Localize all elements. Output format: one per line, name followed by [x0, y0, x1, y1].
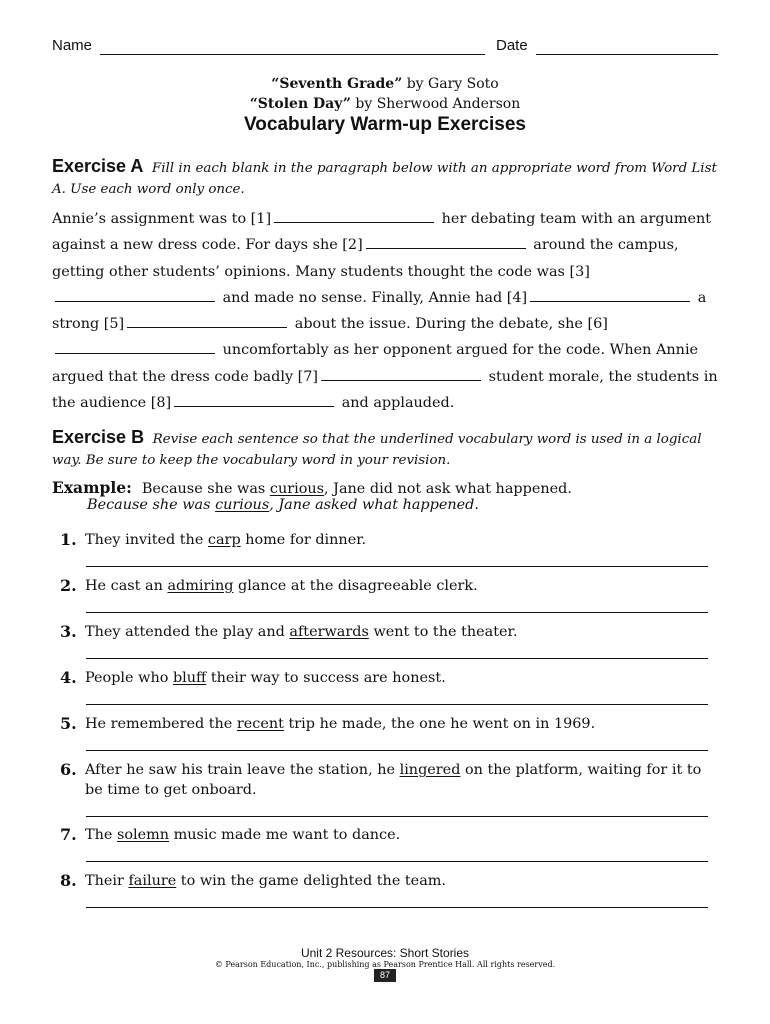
example-answer-text: , Jane asked what happened. [269, 497, 479, 513]
item-text: trip he made, the one he went on in 1969. [283, 716, 596, 732]
item-text: He remembered the [85, 716, 237, 732]
answer-line[interactable] [86, 861, 708, 862]
paragraph-segment: and made no sense. Finally, Annie had [4] [222, 289, 528, 306]
item-number: 1. [60, 530, 77, 549]
blank-1[interactable] [274, 222, 434, 223]
page-title: Vocabulary Warm-up Exercises [244, 114, 526, 135]
exercise-item [60, 576, 720, 597]
paragraph-segment: student morale, the students in the audience [8] [52, 368, 718, 412]
date-label: Date [496, 37, 528, 54]
credit-line-2 [0, 96, 770, 112]
item-vocab-word: failure [128, 873, 177, 889]
credit-line-1 [0, 76, 770, 92]
answer-line[interactable] [86, 704, 708, 705]
item-vocab-word: solemn [116, 827, 170, 843]
answer-line[interactable] [86, 750, 708, 751]
paragraph-segment: Annie’s assignment was to [1] [52, 211, 272, 227]
story-title-1: “Seventh Grade” [271, 76, 403, 92]
exercise-b-heading [52, 427, 722, 471]
paragraph-segment: and applauded. [341, 395, 455, 412]
item-text: After he saw his train leave the station, he [85, 762, 400, 778]
item-text: home for dinner. [240, 532, 367, 548]
answer-line[interactable] [86, 612, 708, 613]
item-text: their way to success are honest. [206, 670, 446, 686]
item-sentence [85, 871, 720, 891]
item-number: 7. [60, 825, 77, 844]
exercise-item [60, 714, 720, 735]
example-answer-vocab-word: curious [215, 497, 270, 513]
item-text: on the platform, waiting for it to be time to get onboard. [85, 762, 702, 798]
item-text: The [85, 827, 117, 843]
item-number: 4. [60, 668, 77, 687]
date-field[interactable] [536, 54, 718, 55]
blank-7[interactable] [321, 380, 481, 381]
item-text: to win the game delighted the team. [176, 873, 447, 889]
answer-line[interactable] [86, 566, 708, 567]
item-text: They attended the play and [85, 624, 290, 640]
page-number: 87 [374, 969, 396, 982]
item-number: 2. [60, 576, 77, 595]
paragraph-segment: uncomfortably as her opponent argued for the code. When Annie argued that the dress code badly [7] [52, 342, 699, 385]
item-sentence [85, 622, 720, 642]
blank-5[interactable] [127, 327, 287, 328]
exercise-item [60, 760, 720, 798]
blank-4[interactable] [530, 301, 690, 302]
exercise-item [60, 668, 720, 689]
exercise-b-name: Exercise B [52, 427, 145, 447]
exercise-b-instructions: Revise each sentence so that the underlined vocabulary word is used in a logical way. Be sure to keep the vocabulary word in your revision. [52, 432, 702, 468]
item-sentence [85, 760, 720, 800]
item-text: People who [85, 670, 173, 686]
exercise-item [60, 825, 720, 846]
example-label: Example: [52, 478, 132, 497]
item-text: glance at the disagreeable clerk. [233, 578, 478, 594]
exercise-a-heading [52, 156, 722, 200]
item-sentence [85, 714, 720, 734]
example-vocab-word: curious [269, 481, 325, 497]
story-author-2: by Sherwood Anderson [350, 96, 521, 112]
example-text: Because she was [141, 481, 270, 497]
blank-8[interactable] [174, 406, 334, 407]
item-sentence [85, 530, 720, 550]
name-field[interactable] [100, 54, 485, 55]
example-answer [87, 497, 479, 513]
item-number: 5. [60, 714, 77, 733]
item-text: went to the theater. [368, 624, 518, 640]
item-vocab-word: admiring [167, 578, 234, 594]
story-title-2: “Stolen Day” [249, 96, 351, 112]
paragraph-segment: her debating team with an argument against a new dress code. For days she [2] [52, 211, 712, 254]
footer-copyright: © Pearson Education, Inc., publishing as Pearson Prentice Hall. All rights reserved. [214, 960, 556, 969]
example-text: , Jane did not ask what happened. [324, 481, 572, 497]
example-answer-text: Because she was [87, 497, 216, 513]
blank-6[interactable] [55, 353, 215, 354]
item-vocab-word: bluff [172, 670, 207, 686]
item-number: 8. [60, 871, 77, 890]
item-text: They invited the [85, 532, 208, 548]
item-vocab-word: carp [207, 532, 241, 548]
footer-title: Unit 2 Resources: Short Stories [300, 946, 470, 960]
exercise-a-name: Exercise A [52, 156, 144, 176]
blank-3[interactable] [55, 301, 215, 302]
item-text: music made me want to dance. [169, 827, 401, 843]
item-vocab-word: recent [236, 716, 284, 732]
exercise-a-instructions: Fill in each blank in the paragraph below with an appropriate word from Word List A. Use each word only once. [52, 161, 717, 197]
paragraph-segment: around the campus, getting other students’ opinions. Many students thought the code was [3] [52, 237, 679, 280]
item-sentence [85, 825, 720, 845]
paragraph-segment: about the issue. During the debate, she [6] [294, 316, 608, 333]
answer-line[interactable] [86, 816, 708, 817]
item-number: 3. [60, 622, 77, 641]
answer-line[interactable] [86, 907, 708, 908]
item-text: Their [85, 873, 129, 889]
item-vocab-word: afterwards [289, 624, 369, 640]
item-sentence [85, 576, 720, 596]
item-number: 6. [60, 760, 77, 779]
exercise-item [60, 530, 720, 551]
exercise-a-paragraph [52, 206, 732, 416]
exercise-item [60, 871, 720, 892]
blank-2[interactable] [366, 248, 526, 249]
story-author-1: by Gary Soto [402, 76, 499, 92]
item-vocab-word: lingered [399, 762, 461, 778]
answer-line[interactable] [86, 658, 708, 659]
exercise-item [60, 622, 720, 643]
item-sentence [85, 668, 720, 688]
example-sentence [52, 478, 572, 497]
name-label: Name [52, 37, 93, 54]
item-text: He cast an [85, 578, 168, 594]
paragraph-segment: a strong [5] [52, 289, 707, 333]
